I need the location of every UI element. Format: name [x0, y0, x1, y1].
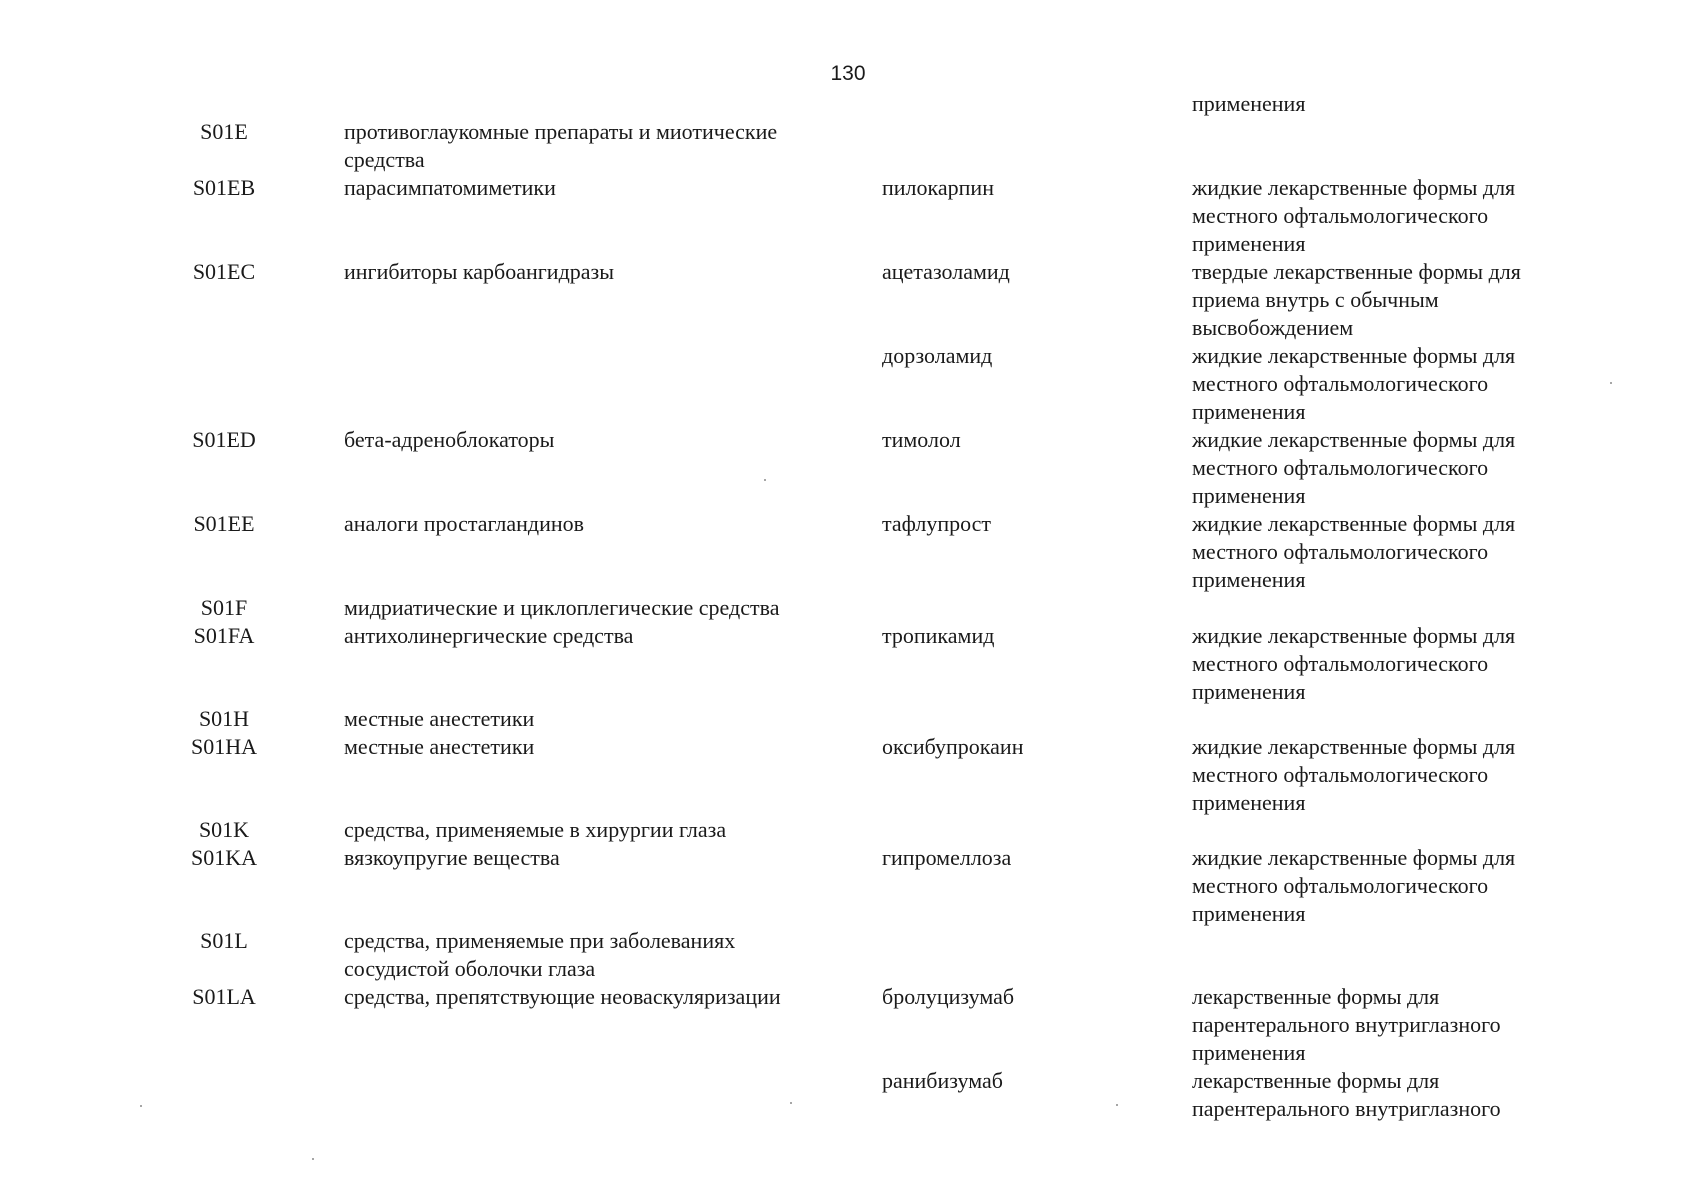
table-cell-drug-name: оксибупрокаин [882, 734, 1024, 759]
table-cell-atc-code: S01EC [192, 259, 256, 284]
table-cell-atc-code: S01HA [190, 734, 257, 759]
table-cell-drug-name: ацетазоламид [882, 259, 1010, 284]
table-cell-dosage-form: жидкие лекарственные формы для местного офтальмологического применения [1192, 175, 1516, 256]
table-cell-dosage-form: жидкие лекарственные формы для местного офтальмологического применения [1192, 343, 1516, 424]
table-cell-atc-code: S01FA [193, 623, 255, 648]
table-cell-group-name: средства, препятствующие неоваскуляризации [344, 984, 781, 1009]
table-cell-group-name: местные анестетики [344, 734, 535, 759]
table-cell-drug-name: гипромеллоза [882, 845, 1012, 870]
table-cell-atc-code: S01EB [192, 175, 256, 200]
table-cell-dosage-form: твердые лекарственные формы для приема внутрь с обычным высвобождением [1192, 259, 1521, 340]
table-cell-group-name: местные анестетики [344, 706, 535, 731]
scan-speck [764, 479, 766, 481]
table-cell-group-name: мидриатические и циклоплегические средства [344, 595, 780, 620]
table-cell-group-name: противоглаукомные препараты и миотические средства [344, 119, 778, 172]
table-cell-dosage-form: жидкие лекарственные формы для местного офтальмологического применения [1192, 734, 1516, 815]
table-cell-dosage-form: жидкие лекарственные формы для местного офтальмологического применения [1192, 427, 1516, 508]
table-cell-drug-name: тропикамид [882, 623, 995, 648]
table-cell-group-name: антихолинергические средства [344, 623, 634, 648]
table-cell-dosage-form: лекарственные формы для парентерального внутриглазного применения [1192, 984, 1501, 1065]
table-cell-group-name: бета-адреноблокаторы [344, 427, 555, 452]
table-cell-atc-code: S01LA [192, 984, 256, 1009]
scan-speck [1610, 382, 1612, 384]
table-cell-atc-code: S01L [200, 928, 248, 953]
table-cell-atc-code: S01E [200, 119, 248, 144]
table-cell-group-name: ингибиторы карбоангидразы [344, 259, 614, 284]
table-cell-group-name: парасимпатомиметики [344, 175, 556, 200]
scan-speck [312, 1158, 314, 1160]
table-cell-dosage-form: лекарственные формы для парентерального внутриглазного [1192, 1068, 1501, 1121]
table-cell-atc-code: S01EE [193, 511, 255, 536]
table-cell-drug-name: пилокарпин [882, 175, 994, 200]
table-cell-dosage-form: жидкие лекарственные формы для местного офтальмологического применения [1192, 623, 1516, 704]
table-cell-atc-code: S01K [198, 817, 250, 842]
table-cell-group-name: средства, применяемые при заболеваниях сосудистой оболочки глаза [344, 928, 736, 981]
table-cell-atc-code: S01KA [190, 845, 257, 870]
scan-speck [1116, 1104, 1118, 1106]
table-cell-drug-name: тимолол [882, 427, 961, 452]
table-cell-dosage-form: жидкие лекарственные формы для местного офтальмологического применения [1192, 845, 1516, 926]
table-cell-atc-code: S01F [200, 595, 248, 620]
table-cell-group-name: средства, применяемые в хирургии глаза [344, 817, 727, 842]
table-cell-group-name: аналоги простагландинов [344, 511, 585, 536]
table-cell-atc-code: S01ED [192, 427, 256, 452]
scan-speck [140, 1105, 142, 1107]
table-cell-dosage-form: применения [1192, 91, 1306, 116]
table-cell-atc-code: S01H [198, 706, 250, 731]
table-cell-dosage-form: жидкие лекарственные формы для местного офтальмологического применения [1192, 511, 1516, 592]
scan-speck [790, 1102, 792, 1104]
table-cell-drug-name: тафлупрост [882, 511, 992, 536]
table-cell-drug-name: ранибизумаб [882, 1068, 1003, 1093]
table-cell-group-name: вязкоупругие вещества [344, 845, 560, 870]
table-cell-drug-name: дорзоламид [882, 343, 993, 368]
table-cell-drug-name: бролуцизумаб [882, 984, 1015, 1009]
page-number: 130 [830, 62, 866, 85]
